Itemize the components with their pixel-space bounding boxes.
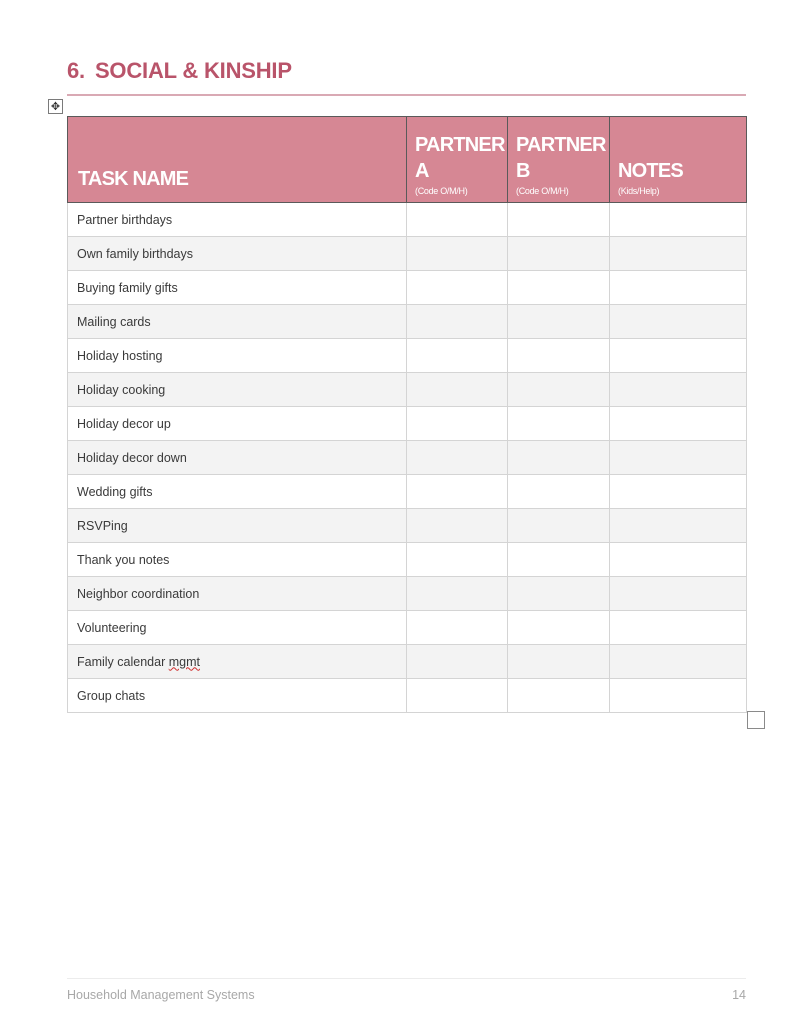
partner-b-cell[interactable]	[508, 271, 610, 305]
table-row	[68, 339, 747, 373]
task-cell[interactable]: RSVPing	[68, 509, 407, 543]
partner-a-cell[interactable]	[407, 611, 508, 645]
partner-b-cell[interactable]	[508, 203, 610, 237]
partner-b-cell[interactable]	[508, 509, 610, 543]
partner-a-cell[interactable]	[407, 441, 508, 475]
header-partner-a-line1: PARTNER	[415, 134, 505, 156]
task-cell[interactable]: Group chats	[68, 679, 407, 713]
notes-cell[interactable]	[610, 203, 747, 237]
partner-a-cell[interactable]	[407, 305, 508, 339]
notes-cell[interactable]	[610, 339, 747, 373]
task-text: Family calendar	[77, 654, 166, 669]
partner-b-cell[interactable]	[508, 305, 610, 339]
task-cell[interactable]: Wedding gifts	[68, 475, 407, 509]
partner-a-cell[interactable]	[407, 475, 508, 509]
section-title: SOCIAL & KINSHIP	[94, 58, 292, 83]
partner-b-cell[interactable]	[508, 373, 610, 407]
header-partner-b-line1: PARTNER	[516, 134, 606, 156]
heading-rule	[67, 94, 746, 96]
task-cell[interactable]: Holiday decor up	[68, 407, 407, 441]
header-notes[interactable]	[610, 117, 747, 203]
resize-square-icon[interactable]	[747, 711, 765, 729]
section-heading	[67, 58, 292, 84]
partner-b-cell[interactable]	[508, 407, 610, 441]
header-partner-b[interactable]	[508, 117, 610, 203]
task-cell[interactable]: Holiday decor down	[68, 441, 407, 475]
table-row	[68, 509, 747, 543]
partner-a-cell[interactable]	[407, 577, 508, 611]
header-partner-a-sub: (Code O/M/H)	[415, 186, 468, 196]
partner-a-cell[interactable]	[407, 543, 508, 577]
header-task-name[interactable]	[68, 117, 407, 203]
table-row	[68, 373, 747, 407]
table-row	[68, 237, 747, 271]
partner-b-cell[interactable]	[508, 577, 610, 611]
notes-cell[interactable]	[610, 305, 747, 339]
partner-a-cell[interactable]	[407, 237, 508, 271]
header-partner-b-line2: B	[516, 160, 530, 182]
notes-cell[interactable]	[610, 679, 747, 713]
table-row	[68, 271, 747, 305]
header-task-label: TASK NAME	[78, 168, 189, 190]
task-cell[interactable]: Own family birthdays	[68, 237, 407, 271]
section-number: 6.	[67, 58, 85, 83]
task-cell[interactable]: Holiday hosting	[68, 339, 407, 373]
task-table	[67, 116, 747, 713]
header-notes-sub: (Kids/Help)	[618, 186, 660, 196]
footer-document-title: Household Management Systems	[67, 988, 255, 1002]
table-row	[68, 577, 747, 611]
partner-a-cell[interactable]	[407, 271, 508, 305]
partner-a-cell[interactable]	[407, 203, 508, 237]
notes-cell[interactable]	[610, 577, 747, 611]
partner-b-cell[interactable]	[508, 679, 610, 713]
notes-cell[interactable]	[610, 237, 747, 271]
notes-cell[interactable]	[610, 407, 747, 441]
table-row	[68, 679, 747, 713]
header-row	[68, 117, 747, 203]
partner-b-cell[interactable]	[508, 475, 610, 509]
page-number: 14	[732, 988, 746, 1002]
task-cell[interactable]: Neighbor coordination	[68, 577, 407, 611]
partner-b-cell[interactable]	[508, 237, 610, 271]
table-row	[68, 611, 747, 645]
footer-rule	[67, 978, 746, 979]
partner-b-cell[interactable]	[508, 543, 610, 577]
partner-b-cell[interactable]	[508, 441, 610, 475]
header-notes-label: NOTES	[618, 160, 683, 182]
table-row	[68, 203, 747, 237]
partner-a-cell[interactable]	[407, 679, 508, 713]
notes-cell[interactable]	[610, 441, 747, 475]
table-row	[68, 305, 747, 339]
table-row	[68, 407, 747, 441]
partner-b-cell[interactable]	[508, 645, 610, 679]
partner-a-cell[interactable]	[407, 509, 508, 543]
notes-cell[interactable]	[610, 645, 747, 679]
notes-cell[interactable]	[610, 271, 747, 305]
move-arrows-icon[interactable]: ✥	[48, 99, 63, 114]
partner-a-cell[interactable]	[407, 373, 508, 407]
partner-a-cell[interactable]	[407, 339, 508, 373]
task-cell[interactable]: Partner birthdays	[68, 203, 407, 237]
header-partner-a-line2: A	[415, 160, 429, 182]
spellcheck-flagged-word[interactable]: mgmt	[168, 654, 200, 669]
notes-cell[interactable]	[610, 475, 747, 509]
table-row	[68, 543, 747, 577]
notes-cell[interactable]	[610, 509, 747, 543]
table-row	[68, 441, 747, 475]
partner-a-cell[interactable]	[407, 407, 508, 441]
partner-a-cell[interactable]	[407, 645, 508, 679]
notes-cell[interactable]	[610, 611, 747, 645]
task-cell[interactable]: Buying family gifts	[68, 271, 407, 305]
task-cell[interactable]: Thank you notes	[68, 543, 407, 577]
table-row	[68, 475, 747, 509]
task-cell[interactable]	[68, 645, 407, 679]
notes-cell[interactable]	[610, 373, 747, 407]
task-cell[interactable]: Volunteering	[68, 611, 407, 645]
table-row	[68, 645, 747, 679]
task-cell[interactable]: Mailing cards	[68, 305, 407, 339]
partner-b-cell[interactable]	[508, 611, 610, 645]
notes-cell[interactable]	[610, 543, 747, 577]
header-partner-b-sub: (Code O/M/H)	[516, 186, 569, 196]
partner-b-cell[interactable]	[508, 339, 610, 373]
task-cell[interactable]: Holiday cooking	[68, 373, 407, 407]
header-partner-a[interactable]	[407, 117, 508, 203]
